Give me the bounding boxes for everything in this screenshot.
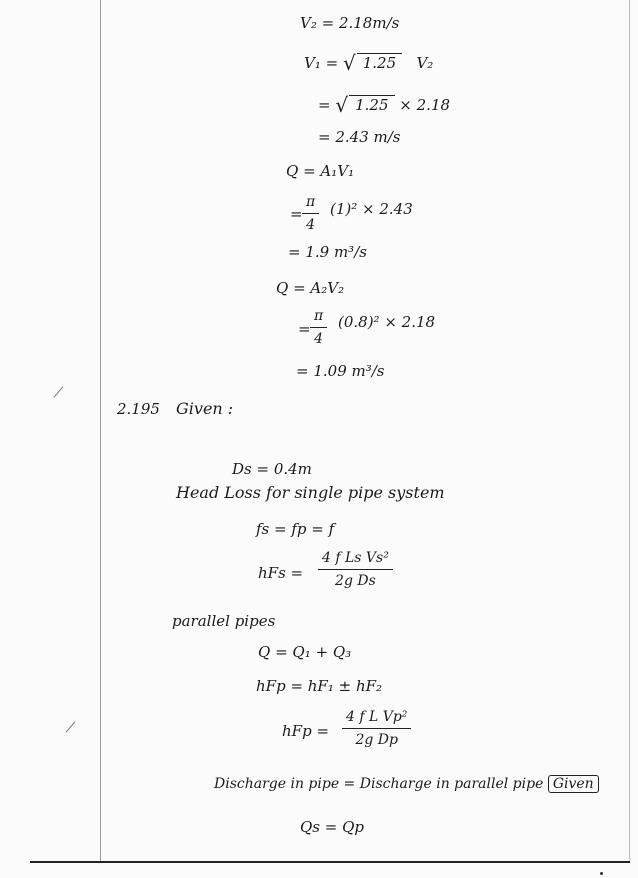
margin-line xyxy=(100,0,101,862)
discharge-statement: Discharge in pipe = Discharge in parallel pipe Given xyxy=(214,775,599,793)
q-terms-2: (0.8)² × 2.18 xyxy=(338,313,436,331)
q-eq-sign-2: = xyxy=(298,320,311,338)
hfp-fraction: $\frac{\text{4 f L Vp²}}{\text{2g Dp}}$ xyxy=(342,709,411,748)
hfp-sum-equation: hFp = hF₁ ± hF₂ xyxy=(256,677,383,695)
hfp-lhs: hFp = xyxy=(282,722,330,740)
given-heading: Given : xyxy=(176,399,234,418)
parallel-pipes-heading: parallel pipes xyxy=(172,612,276,630)
q-eq-sign-1: = xyxy=(290,205,303,223)
q-fraction-1: $\frac{\pi}{4}$ xyxy=(302,194,319,233)
q-fraction-2: $\frac{\pi}{4}$ xyxy=(310,308,327,347)
ds-value: Ds = 0.4m xyxy=(232,460,312,478)
friction-equality: fs = fp = f xyxy=(256,520,335,538)
page-right-edge xyxy=(629,0,630,862)
hfs-fraction: $\frac{\text{4 f Ls Vs²}}{\text{2g Ds}}$ xyxy=(318,550,393,589)
q-sum-equation: Q = Q₁ + Q₃ xyxy=(258,643,352,661)
v2-value: V₂ = 2.18m/s xyxy=(300,14,400,32)
page-bottom-rule xyxy=(30,861,630,863)
q-definition-2: Q = A₂V₂ xyxy=(276,279,345,297)
problem-number: 2.195 xyxy=(117,400,160,418)
head-loss-heading: Head Loss for single pipe system xyxy=(176,483,445,502)
pencil-mark xyxy=(66,721,76,732)
qs-equals-qp: Qs = Qp xyxy=(300,818,364,836)
given-box: Given xyxy=(548,775,599,793)
v1-result: = 2.43 m/s xyxy=(318,128,401,146)
v1-formula: V₁ = √ 1.25 V₂ xyxy=(304,51,434,75)
pencil-mark xyxy=(54,386,64,397)
ink-dot xyxy=(600,872,603,875)
hfs-lhs: hFs = xyxy=(258,564,304,582)
v1-substitution: = √ 1.25 × 2.18 xyxy=(318,93,451,117)
q-definition-1: Q = A₁V₁ xyxy=(286,162,355,180)
q-terms-1: (1)² × 2.43 xyxy=(330,200,413,218)
q-result-1: = 1.9 m³/s xyxy=(288,243,367,261)
q-result-2: = 1.09 m³/s xyxy=(296,362,385,380)
